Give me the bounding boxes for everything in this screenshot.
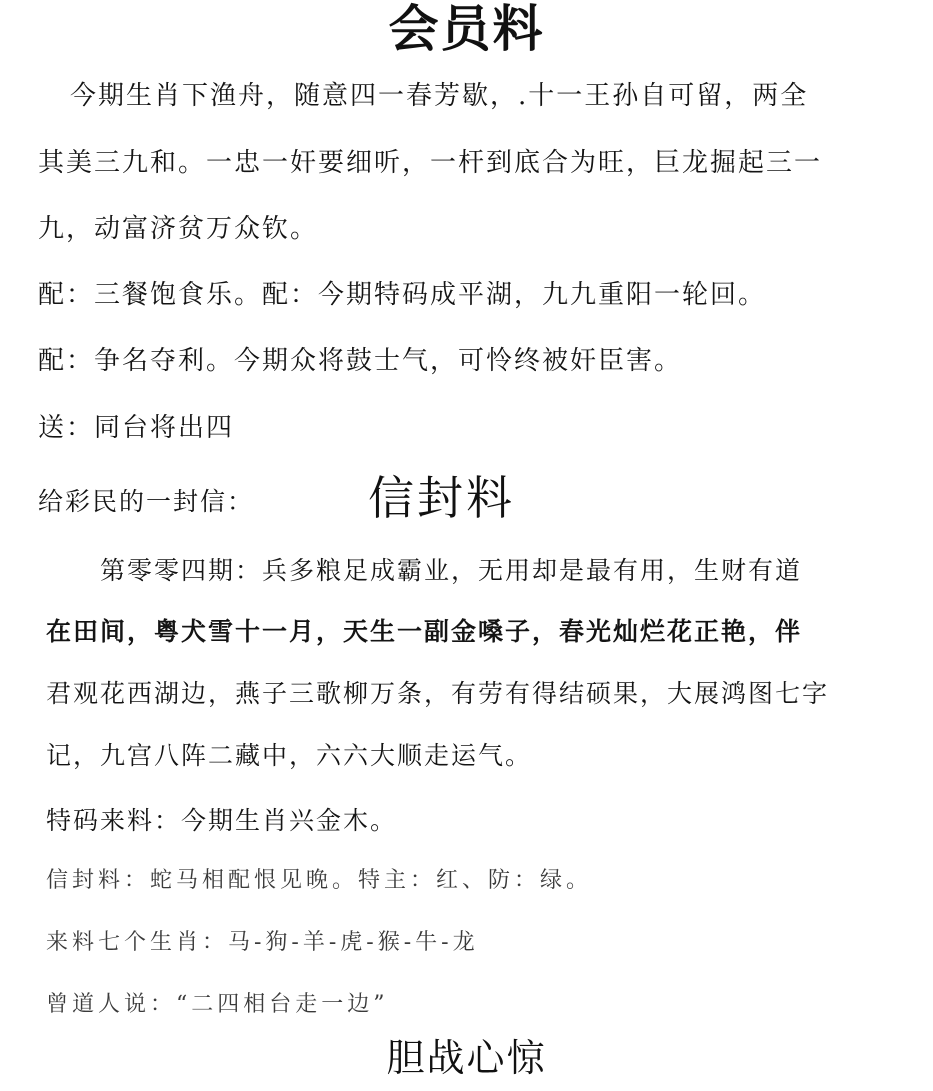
envelope-line-4: 记，九宫八阵二藏中，六六大顺走运气。 — [46, 741, 533, 770]
envelope-line-6: 信封料：蛇马相配恨见晚。特主：红、防：绿。 — [46, 868, 593, 893]
envelope-line-2: 在田间，粤犬雪十一月，天生一副金嗓子，春光灿烂花正艳，伴 — [46, 617, 803, 646]
member-line-1: 今期生肖下渔舟，随意四一春芳歇，.十一王孙自可留，两全 — [70, 81, 809, 111]
member-line-4: 配：三餐饱食乐。配：今期特码成平湖，九九重阳一轮回。 — [38, 280, 767, 310]
bottom-title: 胆战心惊 — [386, 1036, 547, 1080]
member-line-2: 其美三九和。一忠一奸要细听，一杆到底合为旺，巨龙掘起三一 — [38, 148, 823, 178]
envelope-title: 信封料 — [368, 471, 515, 525]
member-line-3: 九，动富济贫万众钦。 — [38, 214, 319, 244]
member-line-5: 配：争名夺利。今期众将鼓士气，可怜终被奸臣害。 — [38, 346, 683, 376]
letter-heading-row — [38, 471, 918, 536]
member-line-6: 送：同台将出四 — [38, 413, 235, 443]
envelope-line-7: 来料七个生肖：马-狗-羊-虎-猴-牛-龙 — [46, 930, 479, 955]
envelope-line-5: 特码来料：今期生肖兴金木。 — [46, 806, 398, 835]
member-title: 会员料 — [388, 0, 545, 58]
envelope-line-8: 曾道人说：“二四相台走一边” — [46, 992, 389, 1017]
letter-intro: 给彩民的一封信： — [38, 487, 255, 516]
envelope-line-3: 君观花西湖边，燕子三歌柳万条，有劳有得结硕果，大展鸿图七字 — [46, 679, 830, 708]
envelope-line-1: 第零零四期：兵多粮足成霸业，无用却是最有用，生财有道 — [100, 556, 803, 585]
